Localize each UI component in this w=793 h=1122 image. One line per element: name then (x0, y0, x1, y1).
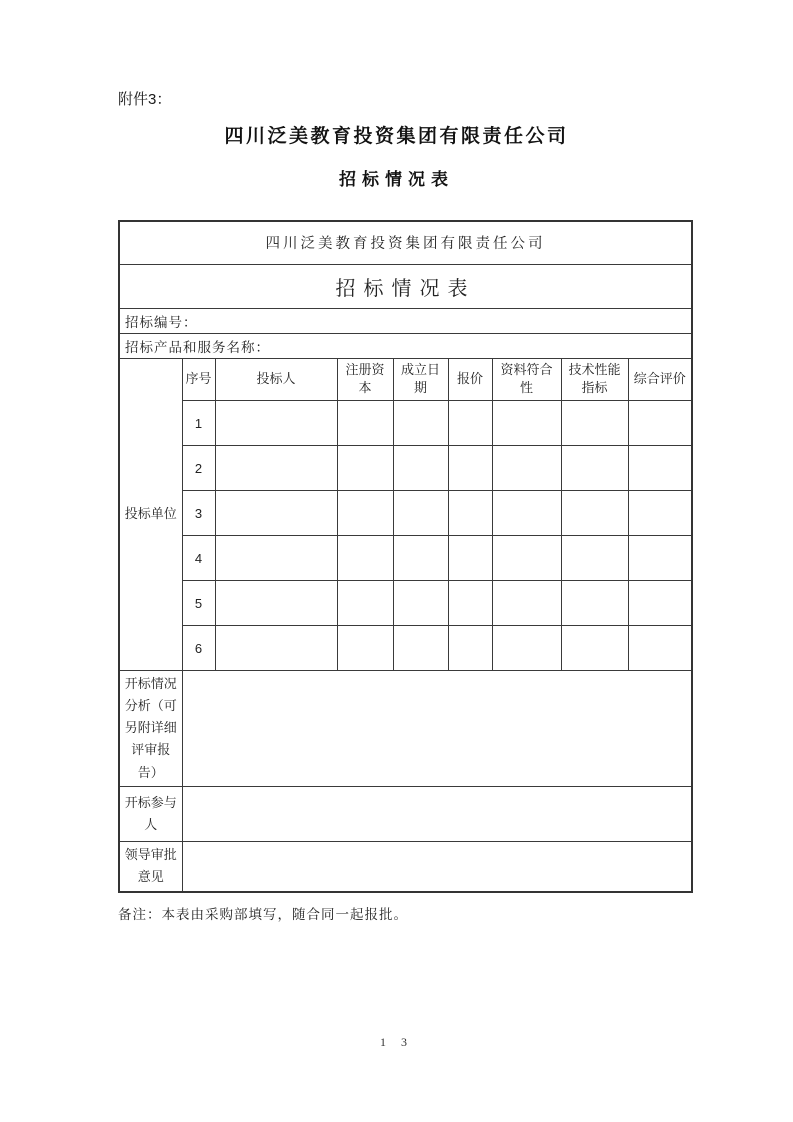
approval-content-cell (182, 841, 692, 892)
bid-row-cell (628, 491, 692, 536)
bid-row (119, 536, 692, 581)
bid-number-row (119, 308, 692, 333)
product-service-cell: 招标产品和服务名称： (119, 333, 692, 358)
bid-row-number: 5 (182, 581, 215, 626)
bid-row-cell (215, 491, 337, 536)
participants-content-cell (182, 786, 692, 841)
bid-row-cell (393, 626, 448, 671)
bid-row (119, 581, 692, 626)
bid-row-cell (492, 581, 561, 626)
bid-row-cell (215, 446, 337, 491)
bid-row-cell (561, 401, 628, 446)
bid-row-cell (561, 581, 628, 626)
bid-row-cell (492, 446, 561, 491)
bid-row-cell (628, 581, 692, 626)
bid-row-cell (393, 446, 448, 491)
column-header-compliance: 资料符合性 (492, 358, 561, 401)
column-header-technical: 技术性能指标 (561, 358, 628, 401)
bid-row-cell (561, 536, 628, 581)
bid-number-cell: 招标编号： (119, 308, 692, 333)
bid-row (119, 491, 692, 536)
bidder-section-cell: 投标单位 (119, 358, 182, 671)
participants-label-cell: 开标参与人 (119, 786, 182, 841)
analysis-row (119, 671, 692, 786)
approval-label-cell: 领导审批意见 (119, 841, 182, 892)
bid-row-cell (215, 536, 337, 581)
bidding-form-table (118, 220, 693, 893)
bid-row-number: 1 (182, 401, 215, 446)
company-header-row (119, 221, 692, 264)
bid-row-cell (561, 626, 628, 671)
document-title: 四川泛美教育投资集团有限责任公司 (224, 126, 569, 147)
approval-row (119, 841, 692, 892)
bid-row-cell (628, 401, 692, 446)
bid-row (119, 626, 692, 671)
bid-row-cell (561, 491, 628, 536)
document-subtitle: 招标情况表 (339, 170, 454, 189)
bid-row (119, 446, 692, 491)
bid-row-cell (448, 446, 492, 491)
column-header-capital: 注册资本 (337, 358, 393, 401)
bid-row-cell (492, 626, 561, 671)
bid-row-cell (628, 626, 692, 671)
bid-row-cell (337, 536, 393, 581)
bid-row-cell (215, 626, 337, 671)
column-header-evaluation: 综合评价 (628, 358, 692, 401)
bid-row-cell (448, 581, 492, 626)
bid-row-cell (337, 626, 393, 671)
bid-row-cell (628, 536, 692, 581)
product-service-row (119, 333, 692, 358)
bid-row-cell (561, 446, 628, 491)
column-header-quote: 报价 (448, 358, 492, 401)
column-header-serial: 序号 (182, 358, 215, 401)
bid-row-cell (393, 581, 448, 626)
form-title-row (119, 264, 692, 308)
bid-row-cell (393, 536, 448, 581)
bid-row-cell (215, 401, 337, 446)
company-header-cell: 四川泛美教育投资集团有限责任公司 (119, 221, 692, 264)
bid-row-cell (337, 401, 393, 446)
attachment-label: 附件3： (118, 91, 172, 108)
column-header-founded: 成立日期 (393, 358, 448, 401)
bid-row-cell (393, 491, 448, 536)
participants-row (119, 786, 692, 841)
page-number: 1 3 (380, 1035, 413, 1049)
bid-row-number: 6 (182, 626, 215, 671)
bid-row-cell (337, 491, 393, 536)
column-header-bidder: 投标人 (215, 358, 337, 401)
bid-row-number: 2 (182, 446, 215, 491)
bid-row-cell (448, 401, 492, 446)
bid-row-cell (448, 491, 492, 536)
bid-row-cell (492, 536, 561, 581)
bid-row-cell (628, 446, 692, 491)
bid-row-cell (448, 626, 492, 671)
grid-header-row (119, 358, 692, 401)
bid-row-number: 4 (182, 536, 215, 581)
bid-row-cell (492, 491, 561, 536)
bid-row-cell (393, 401, 448, 446)
footer-note: 备注：本表由采购部填写，随合同一起报批。 (118, 907, 408, 922)
bid-row-cell (492, 401, 561, 446)
bid-row-cell (215, 581, 337, 626)
analysis-content-cell (182, 671, 692, 786)
bid-row-cell (337, 446, 393, 491)
analysis-label-cell: 开标情况分析（可另附详细评审报告） (119, 671, 182, 786)
bid-row (119, 401, 692, 446)
bid-row-cell (337, 581, 393, 626)
bid-row-cell (448, 536, 492, 581)
bid-row-number: 3 (182, 491, 215, 536)
form-title-cell: 招标情况表 (119, 264, 692, 308)
